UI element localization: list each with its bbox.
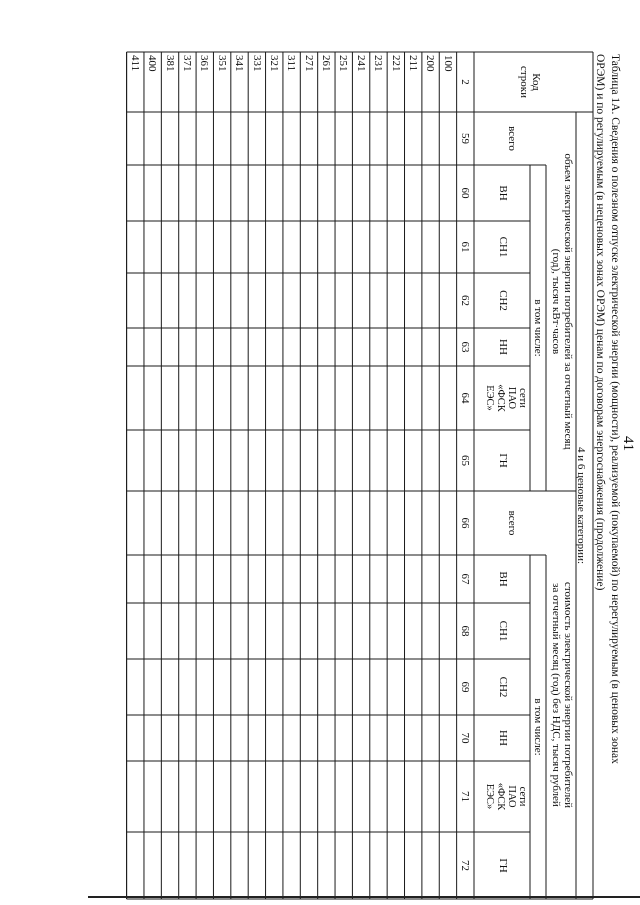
header-cost-fsk-line-2: ПАО bbox=[506, 785, 517, 808]
column-number-66: 66 bbox=[459, 517, 471, 529]
row-code-261: 261 bbox=[320, 55, 333, 72]
header-cost-fsk-line-4: ЕЭС» bbox=[484, 783, 495, 810]
header-volume-fsk-line-1: сети bbox=[517, 388, 528, 408]
row-code-351: 351 bbox=[215, 55, 228, 72]
header-volume-sn1: СН1 bbox=[497, 236, 509, 258]
row-code-371: 371 bbox=[181, 55, 194, 72]
header-cost-fsk bbox=[484, 761, 528, 832]
header-code-label-line-1: Код bbox=[530, 73, 542, 91]
header-volume-fsk-line-2: ПАО bbox=[506, 386, 517, 410]
header-cost-nn: НН bbox=[497, 730, 509, 746]
header-volume-sn2: СН2 bbox=[497, 290, 509, 311]
header-cost-fsk-line-3: «ФСК bbox=[495, 782, 506, 811]
column-number-61: 61 bbox=[459, 241, 471, 253]
column-number-69: 69 bbox=[459, 681, 471, 693]
header-volume-total: всего bbox=[506, 126, 518, 151]
header-volume-vn: ВН bbox=[497, 185, 509, 201]
row-code-331: 331 bbox=[250, 55, 263, 72]
row-code-311: 311 bbox=[285, 55, 298, 72]
row-code-221: 221 bbox=[389, 55, 402, 72]
header-cost-vn: ВН bbox=[497, 571, 509, 587]
header-volume-fsk-line-3: «ФСК bbox=[495, 384, 506, 412]
header-cost-group-line-1: стоимость электрической энергии потребителей bbox=[562, 581, 574, 809]
row-code-200: 200 bbox=[424, 55, 437, 72]
column-number-72: 72 bbox=[459, 860, 471, 871]
header-cost-sn1: СН1 bbox=[497, 620, 509, 642]
table-title-line-2: ОРЭМ) и по регулируемым (в неценовых зонах ОРЭМ) ценам по договорам энергоснабжения (продолжение) bbox=[594, 54, 606, 591]
column-number-63: 63 bbox=[459, 341, 471, 353]
row-code-321: 321 bbox=[267, 55, 280, 72]
column-number-68: 68 bbox=[459, 625, 471, 637]
table-title-line-1: Таблица 1А. Сведения о полезном отпуске электрической энергии (мощности), реализуемой (покупаемой) по нерегулируемым (в ценовых зонах bbox=[609, 54, 621, 764]
header-volume-nn: НН bbox=[497, 339, 509, 355]
header-volume-fsk bbox=[484, 366, 528, 430]
header-code-label-line-2: строки bbox=[518, 65, 530, 99]
header-cost-fsk-line-1: сети bbox=[517, 786, 528, 807]
row-code-100: 100 bbox=[441, 55, 454, 72]
header-volume-group-line-1: объем электрической энергии потребителей за отчетный месяц bbox=[562, 153, 574, 450]
row-code-341: 341 bbox=[233, 55, 246, 72]
column-number-65: 65 bbox=[459, 455, 471, 466]
header-cost-group-line-2: за отчетный месяц (год) без НДС, тысяч рублей bbox=[550, 583, 562, 807]
header-volume-group bbox=[550, 112, 574, 491]
header-code-label bbox=[518, 52, 542, 112]
column-number-60: 60 bbox=[459, 187, 471, 199]
column-number-70: 70 bbox=[459, 732, 471, 744]
row-code-211: 211 bbox=[406, 55, 419, 72]
row-code-381: 381 bbox=[163, 55, 176, 72]
row-code-400: 400 bbox=[146, 55, 159, 72]
row-code-361: 361 bbox=[198, 55, 211, 72]
column-number-2: 2 bbox=[459, 79, 471, 85]
header-cost-including: в том числе: bbox=[532, 698, 544, 756]
row-code-411: 411 bbox=[128, 55, 141, 72]
header-volume-including: в том числе: bbox=[532, 299, 544, 357]
header-cost-total: всего bbox=[506, 510, 518, 536]
header-cost-sn2: СН2 bbox=[497, 676, 509, 698]
bottom-rule bbox=[88, 896, 640, 898]
header-volume-fsk-line-4: ЕЭС» bbox=[484, 385, 495, 411]
header-category: 4 и 6 ценовые категории: bbox=[575, 446, 587, 565]
column-number-64: 64 bbox=[459, 392, 471, 404]
column-number-71: 71 bbox=[459, 791, 471, 802]
column-number-59: 59 bbox=[459, 133, 471, 144]
column-number-62: 62 bbox=[459, 295, 471, 306]
header-cost-gn: ГН bbox=[497, 858, 509, 873]
page-number: 41 bbox=[620, 436, 636, 451]
header-volume-gn: ГН bbox=[497, 453, 509, 468]
row-code-251: 251 bbox=[337, 55, 350, 72]
row-code-231: 231 bbox=[372, 55, 385, 72]
header-volume-group-line-2: (год), тысяч кВт·часов bbox=[550, 248, 562, 355]
row-code-271: 271 bbox=[302, 55, 315, 72]
header-cost-group bbox=[550, 491, 574, 899]
row-code-241: 241 bbox=[354, 55, 367, 72]
column-number-67: 67 bbox=[459, 573, 471, 585]
